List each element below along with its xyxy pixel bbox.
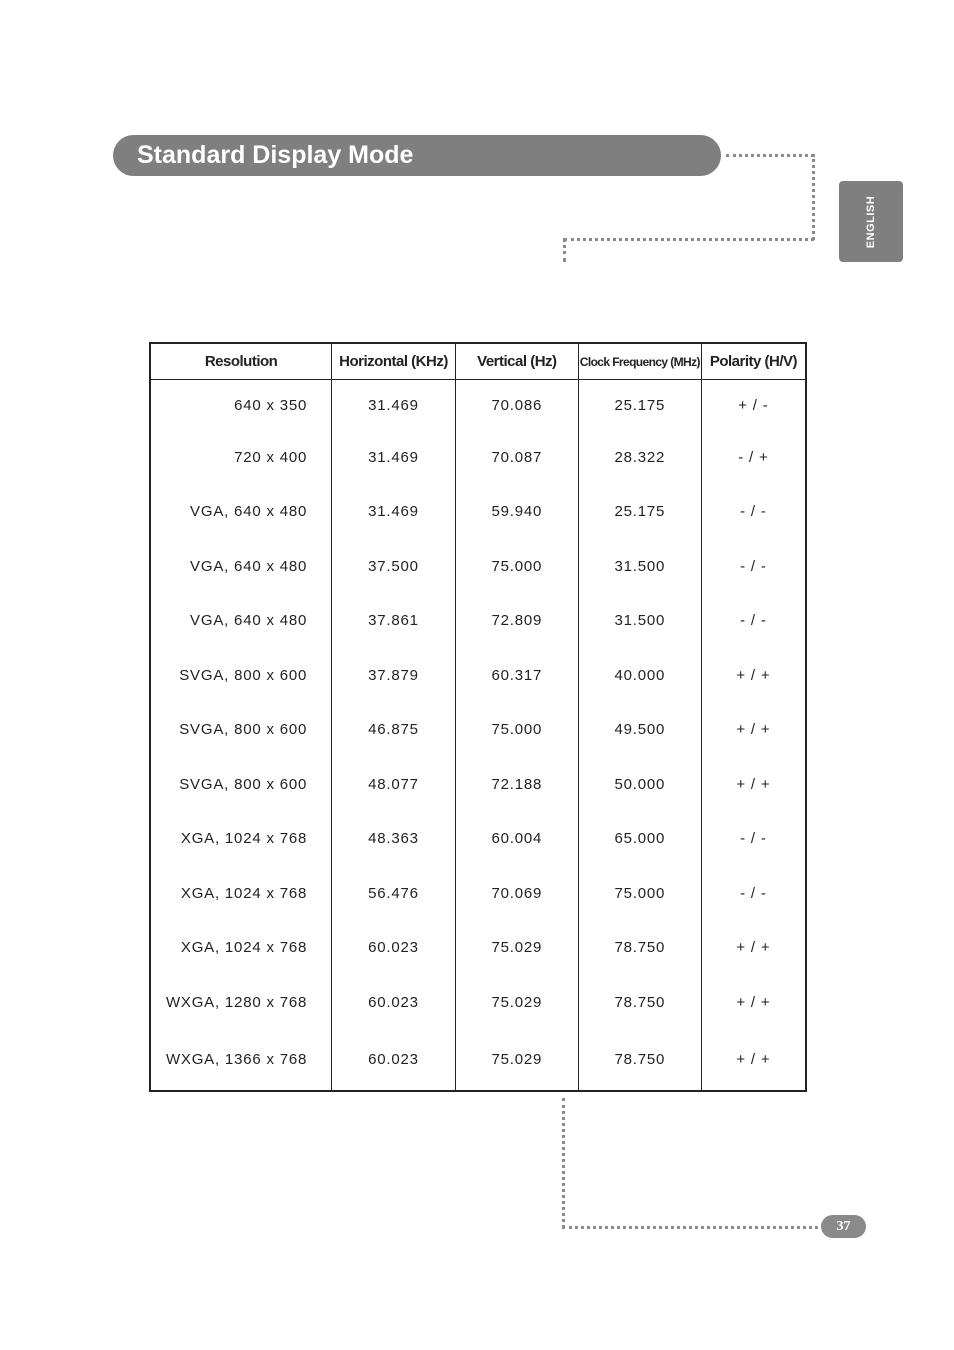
cell-vertical: 59.940: [455, 485, 578, 540]
cell-clock-frequency: 75.000: [578, 866, 701, 921]
language-tab: [839, 181, 903, 262]
cell-clock-frequency: 65.000: [578, 812, 701, 867]
cell-clock-frequency: 78.750: [578, 975, 701, 1030]
cell-horizontal: 31.469: [332, 485, 456, 540]
table-row: [150, 380, 806, 431]
cell-vertical: 72.188: [455, 757, 578, 812]
cell-polarity: + / +: [701, 975, 806, 1030]
table-row: [150, 866, 806, 921]
cell-horizontal: 46.875: [332, 703, 456, 758]
cell-resolution: SVGA, 800 x 600: [179, 666, 308, 684]
table-row: [150, 485, 806, 540]
cell-polarity: + / +: [701, 1030, 806, 1091]
table-header-row: [150, 343, 806, 380]
dotted-line-bottom-horizontal: [562, 1226, 818, 1229]
header-clock-frequency: Clock Frequency (MHz): [578, 343, 701, 380]
cell-resolution: 640 x 350: [234, 396, 308, 414]
cell-resolution: SVGA, 800 x 600: [179, 721, 308, 739]
cell-vertical: 72.809: [455, 594, 578, 649]
cell-horizontal: 37.861: [332, 594, 456, 649]
cell-polarity: + / +: [701, 703, 806, 758]
cell-horizontal: 60.023: [332, 975, 456, 1030]
cell-polarity: + / +: [701, 921, 806, 976]
header-resolution: Resolution: [150, 343, 332, 380]
table-row: [150, 648, 806, 703]
cell-polarity: + / +: [701, 648, 806, 703]
table-row: [150, 703, 806, 758]
table-row: [150, 594, 806, 649]
cell-polarity: + / -: [701, 380, 806, 431]
cell-vertical: 60.317: [455, 648, 578, 703]
table-row: [150, 757, 806, 812]
cell-resolution: WXGA, 1366 x 768: [165, 1051, 308, 1068]
table-row: [150, 812, 806, 867]
cell-vertical: 75.029: [455, 1030, 578, 1091]
header-polarity: Polarity (H/V): [701, 343, 806, 380]
cell-horizontal: 37.879: [332, 648, 456, 703]
cell-clock-frequency: 25.175: [578, 380, 701, 431]
cell-vertical: 75.000: [455, 539, 578, 594]
header-horizontal: Horizontal (KHz): [332, 343, 456, 380]
cell-clock-frequency: 49.500: [578, 703, 701, 758]
cell-horizontal: 48.077: [332, 757, 456, 812]
table-row: [150, 1030, 806, 1091]
cell-clock-frequency: 31.500: [578, 594, 701, 649]
cell-resolution: VGA, 640 x 480: [190, 612, 308, 630]
cell-horizontal: 31.469: [332, 380, 456, 431]
dotted-line-bottom-vertical: [562, 1098, 565, 1228]
cell-clock-frequency: 28.322: [578, 430, 701, 485]
cell-polarity: - / -: [701, 539, 806, 594]
table-row: [150, 430, 806, 485]
cell-vertical: 75.000: [455, 703, 578, 758]
dotted-line-top-right: [812, 154, 815, 240]
table-row: [150, 975, 806, 1030]
cell-clock-frequency: 78.750: [578, 1030, 701, 1091]
cell-resolution: 720 x 400: [234, 448, 308, 466]
cell-vertical: 60.004: [455, 812, 578, 867]
cell-clock-frequency: 50.000: [578, 757, 701, 812]
page-number-badge: 37: [821, 1215, 866, 1238]
cell-polarity: - / -: [701, 812, 806, 867]
header-vertical: Vertical (Hz): [455, 343, 578, 380]
cell-resolution: WXGA, 1280 x 768: [165, 993, 308, 1011]
cell-horizontal: 48.363: [332, 812, 456, 867]
dotted-line-top-lower: [564, 238, 814, 241]
cell-polarity: - / -: [701, 485, 806, 540]
cell-clock-frequency: 78.750: [578, 921, 701, 976]
table-row: [150, 539, 806, 594]
cell-clock-frequency: 40.000: [578, 648, 701, 703]
cell-horizontal: 56.476: [332, 866, 456, 921]
display-mode-table: [149, 342, 807, 1092]
language-tab-label: ENGLISH: [865, 195, 877, 248]
title-bar: [113, 135, 721, 176]
cell-vertical: 70.087: [455, 430, 578, 485]
cell-polarity: + / +: [701, 757, 806, 812]
table-body: [150, 380, 806, 1091]
cell-vertical: 70.086: [455, 380, 578, 431]
cell-polarity: - / -: [701, 594, 806, 649]
cell-horizontal: 37.500: [332, 539, 456, 594]
dotted-line-top-left: [563, 238, 566, 262]
cell-horizontal: 31.469: [332, 430, 456, 485]
cell-resolution: XGA, 1024 x 768: [180, 884, 308, 902]
cell-resolution: VGA, 640 x 480: [190, 557, 308, 575]
cell-resolution: SVGA, 800 x 600: [179, 775, 308, 793]
cell-clock-frequency: 31.500: [578, 539, 701, 594]
cell-horizontal: 60.023: [332, 921, 456, 976]
cell-vertical: 75.029: [455, 921, 578, 976]
cell-vertical: 75.029: [455, 975, 578, 1030]
cell-polarity: - / -: [701, 866, 806, 921]
cell-horizontal: 60.023: [332, 1030, 456, 1091]
cell-clock-frequency: 25.175: [578, 485, 701, 540]
cell-vertical: 70.069: [455, 866, 578, 921]
cell-polarity: - / +: [701, 430, 806, 485]
table-row: [150, 921, 806, 976]
cell-resolution: VGA, 640 x 480: [190, 503, 308, 521]
page-title: Standard Display Mode: [137, 141, 414, 169]
cell-resolution: XGA, 1024 x 768: [180, 939, 308, 957]
cell-resolution: XGA, 1024 x 768: [180, 830, 308, 848]
dotted-line-top: [726, 154, 814, 157]
